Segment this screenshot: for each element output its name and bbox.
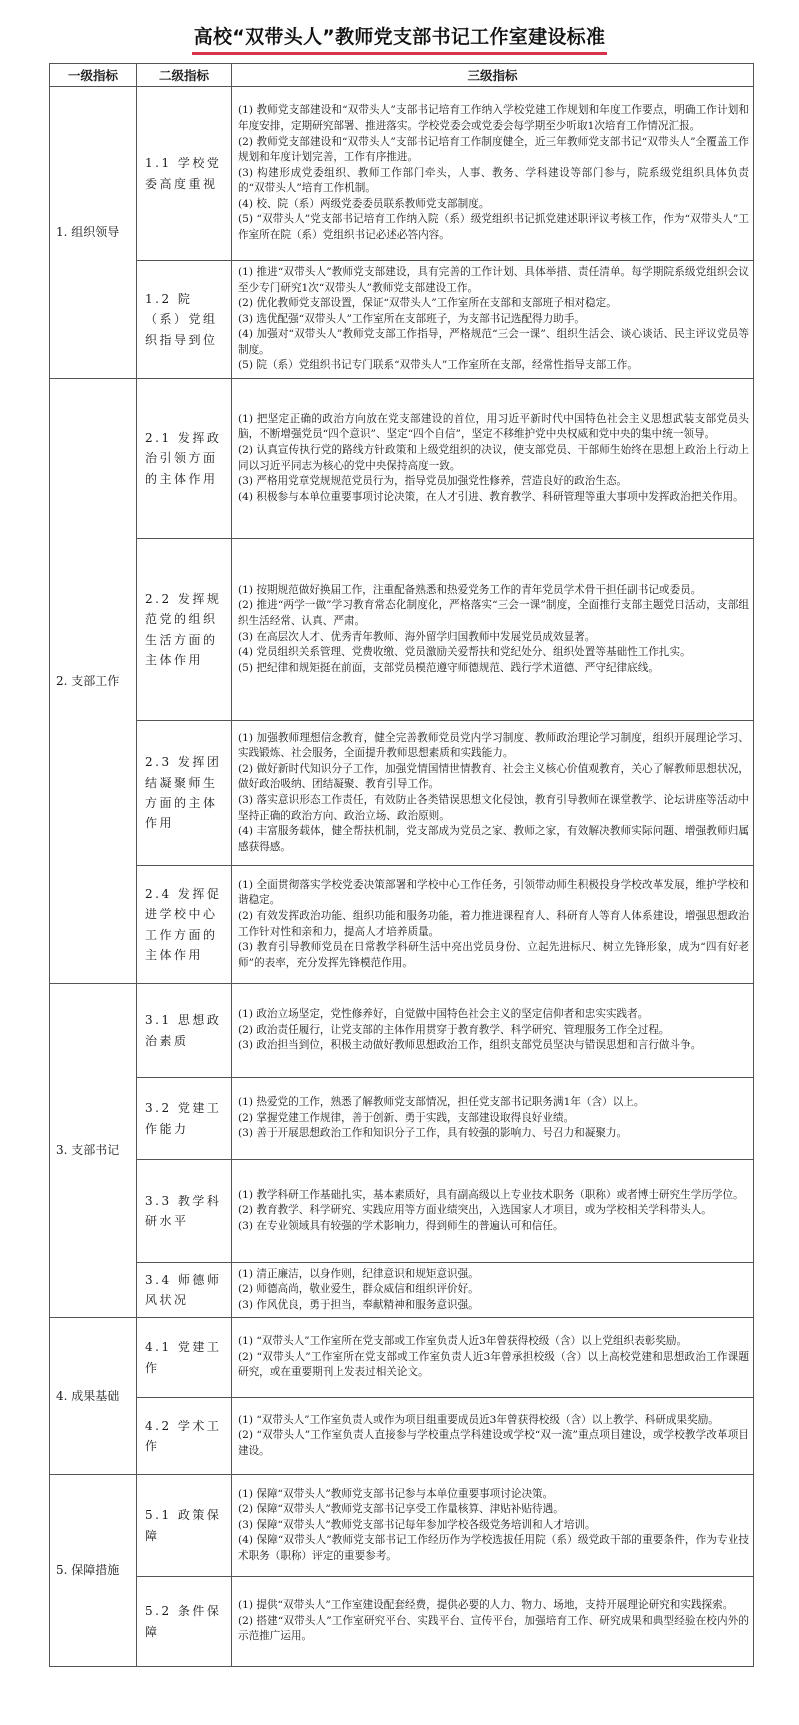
level3-item: (3) 政治担当到位，积极主动做好教师思想政治工作，组织支部党员坚决与错误思想和言行做斗争。 [238,1039,702,1052]
level3-item: (3) 落实意识形态工作责任，有效防止各类错误思想文化侵蚀，教育引导教师在课堂教学、论坛讲座等活动中坚持正确的政治方向、政治立场、政治原则。 [238,794,749,822]
table-row [50,1475,754,1577]
level2-indicator: 5.2 条件保障 [137,1577,232,1667]
level3-item: (2) 推进“两学一做”学习教育常态化制度化，严格落实“三会一课”制度，全面推行支部主题党日活动，支部组织生活经常、认真、严肃。 [238,599,749,627]
standards-table [49,63,754,1667]
level3-item: (4) 积极参与本单位重要事项讨论决策，在人才引进、教育教学、科研管理等重大事项中发挥政治把关作用。 [238,490,744,503]
level3-item: (1) “双带头人”工作室负责人或作为项目组重要成员近3年曾获得校级（含）以上教学、科研成果奖励。 [238,1413,719,1426]
table-row [50,87,754,261]
level3-item: (1) 加强教师理想信念教育，健全完善教师党员党内学习制度、教师政治理论学习制度，组织开展理论学习、实践锻炼、社会服务，全面提升教师思想素质和实践能力。 [238,731,749,760]
level3-item: (1) 按期规范做好换届工作，注重配备熟悉和热爱党务工作的青年党员学术骨干担任副书记或委员。 [238,583,702,596]
level3-item: (3) 保障“双带头人”教师党支部书记每年参加学校各级党务培训和人才培训。 [238,1518,596,1531]
level3-item: (3) 选优配强“双带头人”工作室所在支部班子，为支部书记选配得力助手。 [238,312,586,325]
level2-indicator: 2.1 发挥政治引领方面的主体作用 [137,379,232,539]
level3-item: (2) 政治责任履行，让党支部的主体作用贯穿于教育教学、科学研究、管理服务工作全过程。 [238,1023,670,1036]
level3-item: (4) 保障“双带头人”教师党支部书记工作经历作为学校选拔任用院（系）级党政干部的重要条件，作为专业技术职务（职称）评定的重要参考。 [238,1534,749,1562]
level3-item: (2) 优化教师党支部设置，保证“双带头人”工作室所在支部和支部班子相对稳定。 [238,297,617,310]
level3-item: (5) 院（系）党组织书记专门联系“双带头人”工作室所在支部，经常性指导支部工作。 [238,359,638,372]
level3-item: (3) 教育引导教师党员在日常教学科研生活中亮出党员身份、立起先进标尺、树立先锋形象，成为“四有好老师”的表率，充分发挥先锋模范作用。 [238,941,749,969]
level2-indicator: 1.2 院（系）党组织指导到位 [137,261,232,379]
level3-item: (2) 教育教学、科学研究、实践应用等方面业绩突出，入选国家人才项目，或为学校相关学科带头人。 [238,1204,712,1217]
table-row [50,1398,754,1475]
level3-indicators [232,1577,754,1667]
table-row [50,379,754,539]
table-row [50,1078,754,1160]
table-body [50,87,754,1667]
level3-indicators [232,1160,754,1263]
table-row [50,1577,754,1667]
level3-item: (5) “双带头人”党支部书记培育工作纳入院（系）级党组织书记抓党建述职评议考核工作，作为“双带头人”工作室所在院（系）党组织书记必述必答内容。 [238,213,749,241]
level3-item: (1) 全面贯彻落实学校党委决策部署和学校中心工作任务，引领带动师生积极投身学校改革发展，维护学校和谐稳定。 [238,878,749,907]
level3-indicators [232,1318,754,1398]
level3-item: (3) 构建形成党委组织、教师工作部门牵头，人事、教务、学科建设等部门参与，院系级党组织具体负责的“双带头人”培育工作机制。 [238,166,749,195]
level3-indicators [232,1398,754,1475]
level3-item: (3) 善于开展思想政治工作和知识分子工作，具有较强的影响力、号召力和凝聚力。 [238,1127,628,1140]
level3-item: (3) 作风优良，勇于担当，奉献精神和服务意识强。 [238,1298,479,1311]
header-row [50,64,754,87]
level3-item: (1) 清正廉洁，以身作则，纪律意识和规矩意识强。 [238,1267,479,1280]
level3-indicators [232,379,754,539]
level3-item: (4) 丰富服务载体，健全帮扶机制，党支部成为党员之家、教师之家，有效解决教师实际问题、增强教师归属感获得感。 [238,825,749,853]
level3-item: (2) 做好新时代知识分子工作，加强党情国情世情教育、社会主义核心价值观教育，关心了解教师思想状况，做好政治吸纳、团结凝聚、教育引导工作。 [238,762,749,791]
table-row [50,1160,754,1263]
level3-item: (2) 有效发挥政治功能、组织功能和服务功能，着力推进课程育人、科研育人等育人体系建设，增强思想政治工作针对性和亲和力，提高人才培养质量。 [238,909,749,938]
table-row [50,984,754,1078]
table-row [50,261,754,379]
level2-indicator: 1.1 学校党委高度重视 [137,87,232,261]
level3-item: (2) 搭建“双带头人”工作室研究平台、实践平台、宣传平台，加强培育工作、研究成果和典型经验在校内外的示范推广运用。 [238,1614,749,1643]
level3-indicators [232,1078,754,1160]
level3-item: (3) 在高层次人才、优秀青年教师、海外留学归国教师中发展党员成效显著。 [238,630,596,643]
level3-item: (3) 严格用党章党规规范党员行为，指导党员加强党性修养，营造良好的政治生态。 [238,475,628,488]
level1-indicator: 2. 支部工作 [50,379,137,984]
level3-indicators [232,1263,754,1318]
document-title: 高校“双带头人”教师党支部书记工作室建设标准 [192,22,608,55]
table-row [50,721,754,866]
header-level1: 一级指标 [50,64,137,87]
header-level2: 二级指标 [137,64,232,87]
level3-indicators [232,539,754,721]
level3-indicators [232,984,754,1078]
level3-item: (1) “双带头人”工作室所在党支部或工作室负责人近3年曾获得校级（含）以上党组织表彰奖励。 [238,1335,688,1348]
title-wrap [0,22,799,55]
level2-indicator: 5.1 政策保障 [137,1475,232,1577]
level2-indicator: 4.1 党建工作 [137,1318,232,1398]
level3-item: (2) 师德高尚，敬业爱生，群众威信和组织评价好。 [238,1283,479,1296]
table-row [50,539,754,721]
table-row [50,1318,754,1398]
level1-indicator: 1. 组织领导 [50,87,137,379]
level3-item: (1) 热爱党的工作，熟悉了解教师党支部情况，担任党支部书记职务满1年（含）以上。 [238,1096,645,1109]
level1-indicator: 3. 支部书记 [50,984,137,1318]
level3-item: (2) 教师党支部建设和“双带头人”支部书记培育工作制度健全，近三年教师党支部书记“双带头人”全覆盖工作规划和年度计划完善，工作有序推进。 [238,135,749,164]
level2-indicator: 3.1 思想政治素质 [137,984,232,1078]
level1-indicator: 5. 保障措施 [50,1475,137,1667]
level3-indicators [232,87,754,261]
level2-indicator: 3.4 师德师风状况 [137,1263,232,1318]
level3-item: (1) 教学科研工作基础扎实，基本素质好，具有副高级以上专业技术职务（职称）或者博士研究生学历学位。 [238,1188,744,1201]
level3-indicators [232,1475,754,1577]
level3-item: (5) 把纪律和规矩挺在前面，支部党员模范遵守师德规范、践行学术道德、严守纪律底线。 [238,661,659,674]
table-row [50,866,754,984]
level2-indicator: 2.3 发挥团结凝聚师生方面的主体作用 [137,721,232,866]
level3-item: (1) 政治立场坚定，党性修养好，自觉做中国特色社会主义的坚定信仰者和忠实实践者。 [238,1008,649,1021]
level3-item: (1) 把坚定正确的政治方向放在党支部建设的首位，用习近平新时代中国特色社会主义思想武装支部党员头脑，不断增强党员“四个意识”、坚定“四个自信”，坚定不移维护党中央权威和党中央的集中统一领导。 [238,412,749,441]
level1-indicator: 4. 成果基础 [50,1318,137,1475]
level3-item: (4) 党员组织关系管理、党费收缴、党员激励关爱帮扶和党纪处分、组织处置等基础性工作扎实。 [238,646,691,659]
level2-indicator: 2.4 发挥促进学校中心工作方面的主体作用 [137,866,232,984]
level2-indicator: 4.2 学术工作 [137,1398,232,1475]
level3-indicators [232,721,754,866]
level3-indicators [232,261,754,379]
level3-item: (2) “双带头人”工作室负责人直接参与学校重点学科建设或学校“双一流”重点项目建设，或学校教学改革项目建设。 [238,1429,749,1457]
level2-indicator: 3.2 党建工作能力 [137,1078,232,1160]
level3-item: (4) 校、院（系）两级党委委员联系教师党支部制度。 [238,197,490,210]
level3-item: (1) 保障“双带头人”教师党支部书记参与本单位重要事项讨论决策。 [238,1487,554,1500]
level3-item: (2) 认真宣传执行党的路线方针政策和上级党组织的决议，使支部党员、干部师生始终在思想上政治上行动上同以习近平同志为核心的党中央保持高度一致。 [238,443,749,472]
level3-item: (2) “双带头人”工作室所在党支部或工作室负责人近3年曾承担校级（含）以上高校党建和思想政治工作课题研究，或在重要期刊上发表过相关论文。 [238,1350,749,1379]
level3-item: (1) 提供“双带头人”工作室建设配套经费，提供必要的人力、物力、场地，支持开展理论研究和实践探索。 [238,1599,734,1612]
level2-indicator: 3.3 教学科研水平 [137,1160,232,1263]
level3-item: (2) 保障“双带头人”教师党支部书记享受工作量核算、津贴补贴待遇。 [238,1503,564,1516]
header-level3: 三级指标 [232,64,754,87]
level3-item: (3) 在专业领域具有较强的学术影响力，得到师生的普遍认可和信任。 [238,1219,564,1232]
level3-item: (1) 推进“双带头人”教师党支部建设，具有完善的工作计划、具体举措、责任清单。每学期院系级党组织会议至少专门研究1次“双带头人”教师党支部建设工作。 [238,266,749,294]
level2-indicator: 2.2 发挥规范党的组织生活方面的主体作用 [137,539,232,721]
level3-item: (4) 加强对“双带头人”教师党支部工作指导，严格规范“三会一课”、组织生活会、谈心谈话、民主评议党员等制度。 [238,328,749,356]
level3-item: (2) 掌握党建工作规律，善于创新、勇于实践，支部建设取得良好业绩。 [238,1111,575,1124]
table-row [50,1263,754,1318]
level3-indicators [232,866,754,984]
level3-item: (1) 教师党支部建设和“双带头人”支部书记培育工作纳入学校党建工作规划和年度工作要点，明确工作计划和年度安排，定期研究部署、推进落实。学校党委会或党委会每学期至少听取1次培育工作情况汇报。 [238,104,749,133]
